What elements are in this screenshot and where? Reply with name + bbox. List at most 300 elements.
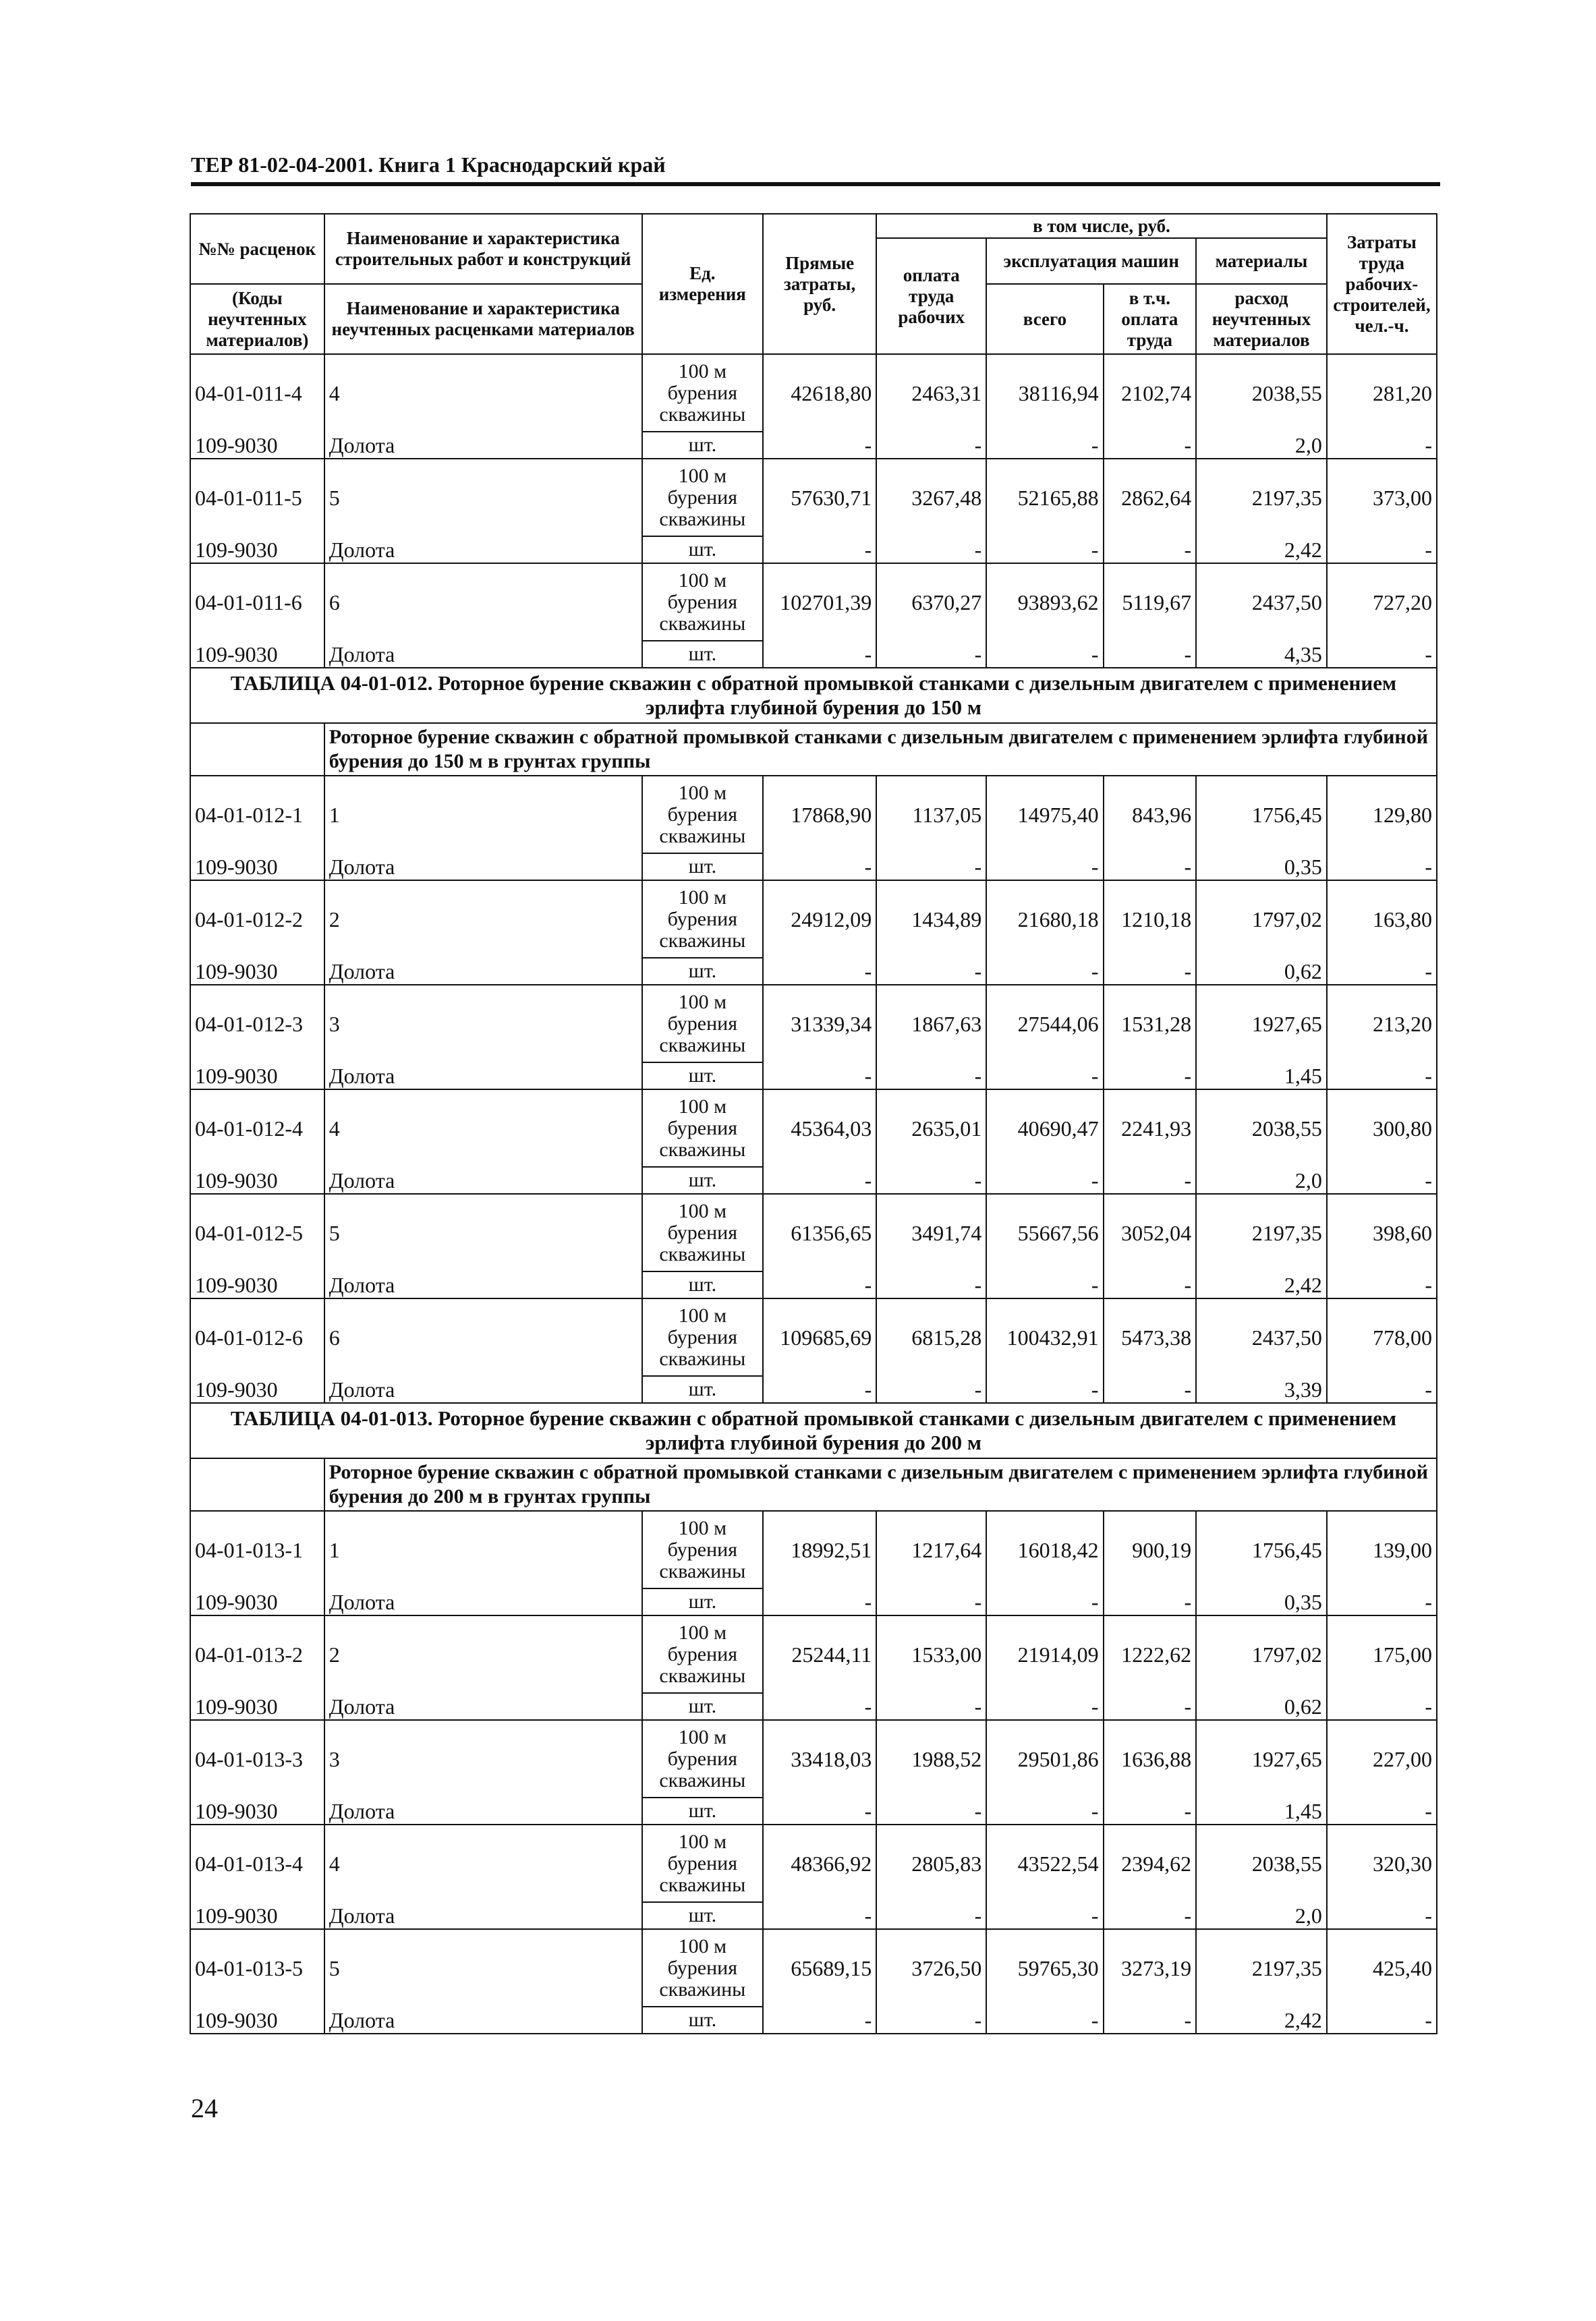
labor-pay-dash: - [876, 641, 986, 668]
material-row [190, 1376, 1437, 1403]
material-name: Долота [324, 432, 642, 459]
material-quantity: 2,42 [1196, 536, 1327, 563]
table-title-row [190, 668, 1437, 723]
labor-pay-dash: - [876, 432, 986, 459]
machines-total: 21914,09 [986, 1615, 1103, 1693]
machines-pay-dash: - [1104, 1062, 1197, 1089]
machines-total-dash: - [986, 641, 1103, 668]
direct-cost: 45364,03 [763, 1089, 876, 1167]
labor-pay: 1217,64 [876, 1511, 986, 1588]
material-row [190, 641, 1437, 668]
machines-total-dash: - [986, 958, 1103, 985]
rate-name: 6 [324, 1298, 642, 1376]
labor-pay: 2805,83 [876, 1825, 986, 1902]
rate-unit: 100 м бурения скважины [642, 880, 763, 958]
direct-dash: - [763, 432, 876, 459]
machines-total: 93893,62 [986, 563, 1103, 641]
material-unit: шт. [642, 1062, 763, 1089]
material-unit: шт. [642, 958, 763, 985]
table-title: ТАБЛИЦА 04-01-012. Роторное бурение скважин с обратной промывкой станками с дизельным двигателем с применением эрлифта глубиной бурения до 150 м [190, 668, 1437, 723]
rate-code: 04-01-012-3 [190, 985, 324, 1062]
direct-cost: 61356,65 [763, 1194, 876, 1271]
rate-unit: 100 м бурения скважины [642, 1298, 763, 1376]
machines-total: 29501,86 [986, 1720, 1103, 1798]
material-code: 109-9030 [190, 536, 324, 563]
material-quantity: 2,42 [1196, 1271, 1327, 1298]
subtitle-code-cell [190, 1458, 324, 1511]
rate-name: 1 [324, 1511, 642, 1588]
labor-cost-dash: - [1327, 1376, 1437, 1403]
direct-dash: - [763, 2007, 876, 2034]
material-code: 109-9030 [190, 1167, 324, 1194]
machines-pay: 2394,62 [1104, 1825, 1197, 1902]
machines-total-dash: - [986, 1693, 1103, 1720]
material-name: Долота [324, 1271, 642, 1298]
rate-row [190, 354, 1437, 432]
machines-total: 40690,47 [986, 1089, 1103, 1167]
direct-dash: - [763, 1902, 876, 1929]
machines-total-dash: - [986, 1376, 1103, 1403]
rate-unit: 100 м бурения скважины [642, 776, 763, 853]
table-subtitle-row [190, 1458, 1437, 1511]
direct-dash: - [763, 1062, 876, 1089]
labor-pay-dash: - [876, 2007, 986, 2034]
rate-row [190, 880, 1437, 958]
table-subtitle-row [190, 723, 1437, 776]
material-unit: шт. [642, 1798, 763, 1825]
materials-cost: 1756,45 [1196, 1511, 1327, 1588]
header-machines-pay: в т.ч. оплата труда [1104, 284, 1197, 354]
rate-name: 4 [324, 354, 642, 432]
machines-pay-dash: - [1104, 1798, 1197, 1825]
material-unit: шт. [642, 1167, 763, 1194]
rate-row [190, 1929, 1437, 2007]
rate-code: 04-01-013-4 [190, 1825, 324, 1902]
header-direct: Прямые затраты, руб. [763, 214, 876, 354]
rate-row [190, 1194, 1437, 1271]
rate-code: 04-01-011-4 [190, 354, 324, 432]
subtitle-code-cell [190, 723, 324, 776]
rate-row [190, 1720, 1437, 1798]
rates-table-body [190, 214, 1437, 2034]
labor-cost: 139,00 [1327, 1511, 1437, 1588]
machines-pay-dash: - [1104, 1376, 1197, 1403]
material-unit: шт. [642, 1376, 763, 1403]
labor-pay-dash: - [876, 1798, 986, 1825]
machines-total: 21680,18 [986, 880, 1103, 958]
rate-row [190, 776, 1437, 853]
material-code: 109-9030 [190, 1376, 324, 1403]
material-quantity: 2,0 [1196, 1167, 1327, 1194]
machines-pay-dash: - [1104, 536, 1197, 563]
labor-pay: 3267,48 [876, 459, 986, 536]
direct-cost: 48366,92 [763, 1825, 876, 1902]
machines-pay-dash: - [1104, 1588, 1197, 1615]
rate-unit: 100 м бурения скважины [642, 1615, 763, 1693]
materials-cost: 2038,55 [1196, 1089, 1327, 1167]
material-unit: шт. [642, 853, 763, 880]
machines-total: 43522,54 [986, 1825, 1103, 1902]
machines-pay: 5473,38 [1104, 1298, 1197, 1376]
material-row [190, 1902, 1437, 1929]
rate-name: 5 [324, 1194, 642, 1271]
material-code: 109-9030 [190, 1693, 324, 1720]
direct-cost: 17868,90 [763, 776, 876, 853]
rate-unit: 100 м бурения скважины [642, 985, 763, 1062]
rate-name: 3 [324, 1720, 642, 1798]
labor-pay: 1533,00 [876, 1615, 986, 1693]
material-code: 109-9030 [190, 2007, 324, 2034]
page-number: 24 [191, 2093, 218, 2123]
labor-pay: 1988,52 [876, 1720, 986, 1798]
rate-unit: 100 м бурения скважины [642, 1089, 763, 1167]
machines-total-dash: - [986, 1902, 1103, 1929]
rate-code: 04-01-012-2 [190, 880, 324, 958]
labor-pay: 3726,50 [876, 1929, 986, 2007]
direct-dash: - [763, 1798, 876, 1825]
machines-total: 100432,91 [986, 1298, 1103, 1376]
labor-cost-dash: - [1327, 1588, 1437, 1615]
rate-row [190, 459, 1437, 536]
machines-pay: 2862,64 [1104, 459, 1197, 536]
rate-code: 04-01-013-5 [190, 1929, 324, 2007]
material-row [190, 1271, 1437, 1298]
rate-code: 04-01-013-3 [190, 1720, 324, 1798]
labor-cost-dash: - [1327, 2007, 1437, 2034]
material-row [190, 1693, 1437, 1720]
machines-total-dash: - [986, 1271, 1103, 1298]
material-code: 109-9030 [190, 1588, 324, 1615]
material-quantity: 0,35 [1196, 853, 1327, 880]
machines-pay-dash: - [1104, 958, 1197, 985]
labor-pay-dash: - [876, 853, 986, 880]
rates-table-wrap [190, 213, 1437, 2034]
machines-total: 59765,30 [986, 1929, 1103, 2007]
direct-dash: - [763, 1376, 876, 1403]
direct-cost: 25244,11 [763, 1615, 876, 1693]
labor-cost: 281,20 [1327, 354, 1437, 432]
machines-total-dash: - [986, 1167, 1103, 1194]
header-row-1 [190, 214, 1437, 238]
rate-name: 3 [324, 985, 642, 1062]
labor-pay: 6815,28 [876, 1298, 986, 1376]
materials-cost: 1927,65 [1196, 1720, 1327, 1798]
machines-total-dash: - [986, 1588, 1103, 1615]
labor-pay: 1137,05 [876, 776, 986, 853]
rate-row [190, 1615, 1437, 1693]
material-row [190, 853, 1437, 880]
machines-pay: 1531,28 [1104, 985, 1197, 1062]
material-quantity: 2,42 [1196, 2007, 1327, 2034]
page-header: ТЕР 81-02-04-2001. Книга 1 Краснодарский край [191, 152, 666, 177]
machines-pay-dash: - [1104, 641, 1197, 668]
rate-code: 04-01-012-4 [190, 1089, 324, 1167]
header-materials: материалы [1196, 238, 1327, 284]
labor-pay-dash: - [876, 536, 986, 563]
material-quantity: 2,0 [1196, 1902, 1327, 1929]
machines-pay: 3273,19 [1104, 1929, 1197, 2007]
labor-pay-dash: - [876, 1376, 986, 1403]
header-rule [191, 182, 1440, 186]
direct-cost: 109685,69 [763, 1298, 876, 1376]
material-name: Долота [324, 641, 642, 668]
material-row [190, 432, 1437, 459]
labor-pay: 1434,89 [876, 880, 986, 958]
table-title-row [190, 1403, 1437, 1458]
material-unit: шт. [642, 641, 763, 668]
rate-code: 04-01-011-5 [190, 459, 324, 536]
labor-pay: 1867,63 [876, 985, 986, 1062]
machines-total: 27544,06 [986, 985, 1103, 1062]
material-quantity: 2,0 [1196, 432, 1327, 459]
machines-total: 55667,56 [986, 1194, 1103, 1271]
rate-name: 6 [324, 563, 642, 641]
direct-dash: - [763, 853, 876, 880]
rate-code: 04-01-012-6 [190, 1298, 324, 1376]
materials-cost: 1797,02 [1196, 1615, 1327, 1693]
header-machines-total: всего [986, 284, 1103, 354]
rate-row [190, 1511, 1437, 1588]
material-code: 109-9030 [190, 1798, 324, 1825]
rates-table [190, 213, 1437, 2034]
machines-pay: 2102,74 [1104, 354, 1197, 432]
materials-cost: 1927,65 [1196, 985, 1327, 1062]
material-name: Долота [324, 1062, 642, 1089]
material-unit: шт. [642, 1902, 763, 1929]
direct-dash: - [763, 1588, 876, 1615]
rate-code: 04-01-012-5 [190, 1194, 324, 1271]
direct-dash: - [763, 641, 876, 668]
rate-unit: 100 м бурения скважины [642, 1194, 763, 1271]
machines-pay-dash: - [1104, 1271, 1197, 1298]
rate-unit: 100 м бурения скважины [642, 1720, 763, 1798]
header-name-top: Наименование и характеристика строительных работ и конструкций [324, 214, 642, 284]
material-unit: шт. [642, 2007, 763, 2034]
material-unit: шт. [642, 1271, 763, 1298]
rate-unit: 100 м бурения скважины [642, 354, 763, 432]
labor-cost-dash: - [1327, 1902, 1437, 1929]
machines-pay-dash: - [1104, 1167, 1197, 1194]
material-code: 109-9030 [190, 853, 324, 880]
rate-name: 4 [324, 1825, 642, 1902]
rate-unit: 100 м бурения скважины [642, 459, 763, 536]
header-labor-pay: оплата труда рабочих [876, 238, 986, 354]
header-including: в том числе, руб. [876, 214, 1327, 238]
table-subtitle: Роторное бурение скважин с обратной промывкой станками с дизельным двигателем с применением эрлифта глубиной бурения до 200 м в грунтах группы [324, 1458, 1437, 1511]
labor-pay-dash: - [876, 1588, 986, 1615]
header-materials-unaccounted: расход неучтенных материалов [1196, 284, 1327, 354]
rate-code: 04-01-011-6 [190, 563, 324, 641]
machines-pay-dash: - [1104, 1693, 1197, 1720]
material-row [190, 536, 1437, 563]
machines-pay: 1222,62 [1104, 1615, 1197, 1693]
direct-dash: - [763, 536, 876, 563]
machines-total-dash: - [986, 1062, 1103, 1089]
rate-row [190, 985, 1437, 1062]
rate-row [190, 1089, 1437, 1167]
labor-cost-dash: - [1327, 432, 1437, 459]
materials-cost: 2038,55 [1196, 1825, 1327, 1902]
labor-pay-dash: - [876, 1902, 986, 1929]
machines-total: 16018,42 [986, 1511, 1103, 1588]
material-code: 109-9030 [190, 432, 324, 459]
material-name: Долота [324, 536, 642, 563]
rate-name: 4 [324, 1089, 642, 1167]
machines-total-dash: - [986, 853, 1103, 880]
material-quantity: 0,62 [1196, 958, 1327, 985]
labor-pay: 6370,27 [876, 563, 986, 641]
labor-cost-dash: - [1327, 536, 1437, 563]
rate-name: 1 [324, 776, 642, 853]
materials-cost: 2197,35 [1196, 1929, 1327, 2007]
labor-cost: 425,40 [1327, 1929, 1437, 2007]
material-code: 109-9030 [190, 958, 324, 985]
material-code: 109-9030 [190, 641, 324, 668]
direct-dash: - [763, 1693, 876, 1720]
material-name: Долота [324, 1798, 642, 1825]
material-name: Долота [324, 1902, 642, 1929]
rate-unit: 100 м бурения скважины [642, 1825, 763, 1902]
direct-cost: 31339,34 [763, 985, 876, 1062]
machines-pay: 1210,18 [1104, 880, 1197, 958]
direct-dash: - [763, 1167, 876, 1194]
machines-pay-dash: - [1104, 432, 1197, 459]
labor-cost: 163,80 [1327, 880, 1437, 958]
labor-cost-dash: - [1327, 1271, 1437, 1298]
labor-pay-dash: - [876, 1062, 986, 1089]
material-unit: шт. [642, 1693, 763, 1720]
header-code-top: №№ расценок [190, 214, 324, 284]
machines-pay: 5119,67 [1104, 563, 1197, 641]
materials-cost: 1756,45 [1196, 776, 1327, 853]
material-quantity: 0,35 [1196, 1588, 1327, 1615]
material-name: Долота [324, 958, 642, 985]
direct-cost: 102701,39 [763, 563, 876, 641]
labor-cost: 727,20 [1327, 563, 1437, 641]
table-title: ТАБЛИЦА 04-01-013. Роторное бурение скважин с обратной промывкой станками с дизельным двигателем с применением эрлифта глубиной бурения до 200 м [190, 1403, 1437, 1458]
direct-cost: 65689,15 [763, 1929, 876, 2007]
rate-name: 5 [324, 459, 642, 536]
labor-pay-dash: - [876, 1167, 986, 1194]
labor-pay: 3491,74 [876, 1194, 986, 1271]
direct-dash: - [763, 1271, 876, 1298]
labor-pay: 2463,31 [876, 354, 986, 432]
rate-name: 2 [324, 1615, 642, 1693]
material-row [190, 2007, 1437, 2034]
material-code: 109-9030 [190, 1062, 324, 1089]
rate-name: 2 [324, 880, 642, 958]
material-quantity: 1,45 [1196, 1062, 1327, 1089]
labor-pay-dash: - [876, 1271, 986, 1298]
machines-total-dash: - [986, 536, 1103, 563]
machines-total: 38116,94 [986, 354, 1103, 432]
labor-cost: 320,30 [1327, 1825, 1437, 1902]
labor-cost: 175,00 [1327, 1615, 1437, 1693]
header-unit: Ед. измерения [642, 214, 763, 354]
direct-dash: - [763, 958, 876, 985]
machines-pay-dash: - [1104, 2007, 1197, 2034]
material-name: Долота [324, 2007, 642, 2034]
direct-cost: 33418,03 [763, 1720, 876, 1798]
labor-cost: 213,20 [1327, 985, 1437, 1062]
labor-cost-dash: - [1327, 958, 1437, 985]
machines-pay-dash: - [1104, 1902, 1197, 1929]
material-row [190, 1798, 1437, 1825]
rate-unit: 100 м бурения скважины [642, 1929, 763, 2007]
labor-cost-dash: - [1327, 1693, 1437, 1720]
direct-cost: 24912,09 [763, 880, 876, 958]
material-row [190, 1167, 1437, 1194]
materials-cost: 2038,55 [1196, 354, 1327, 432]
labor-cost: 227,00 [1327, 1720, 1437, 1798]
materials-cost: 2437,50 [1196, 563, 1327, 641]
direct-cost: 57630,71 [763, 459, 876, 536]
header-labor-cost: Затраты труда рабочих-строителей, чел.-ч. [1327, 214, 1437, 354]
rate-unit: 100 м бурения скважины [642, 1511, 763, 1588]
labor-cost: 373,00 [1327, 459, 1437, 536]
machines-total-dash: - [986, 2007, 1103, 2034]
labor-cost-dash: - [1327, 1062, 1437, 1089]
material-row [190, 1588, 1437, 1615]
labor-cost: 398,60 [1327, 1194, 1437, 1271]
machines-pay: 2241,93 [1104, 1089, 1197, 1167]
material-name: Долота [324, 853, 642, 880]
machines-total-dash: - [986, 432, 1103, 459]
material-name: Долота [324, 1588, 642, 1615]
material-quantity: 1,45 [1196, 1798, 1327, 1825]
labor-pay: 2635,01 [876, 1089, 986, 1167]
direct-cost: 42618,80 [763, 354, 876, 432]
rate-code: 04-01-013-2 [190, 1615, 324, 1693]
machines-pay: 3052,04 [1104, 1194, 1197, 1271]
labor-cost-dash: - [1327, 1798, 1437, 1825]
table-subtitle: Роторное бурение скважин с обратной промывкой станками с дизельным двигателем с применением эрлифта глубиной бурения до 150 м в грунтах группы [324, 723, 1437, 776]
rate-code: 04-01-013-1 [190, 1511, 324, 1588]
machines-total-dash: - [986, 1798, 1103, 1825]
material-name: Долота [324, 1167, 642, 1194]
machines-pay: 900,19 [1104, 1511, 1197, 1588]
materials-cost: 2197,35 [1196, 459, 1327, 536]
machines-pay-dash: - [1104, 853, 1197, 880]
material-row [190, 958, 1437, 985]
direct-cost: 18992,51 [763, 1511, 876, 1588]
rate-name: 5 [324, 1929, 642, 2007]
material-quantity: 0,62 [1196, 1693, 1327, 1720]
material-quantity: 3,39 [1196, 1376, 1327, 1403]
labor-cost-dash: - [1327, 853, 1437, 880]
rate-row [190, 1298, 1437, 1376]
machines-pay: 843,96 [1104, 776, 1197, 853]
labor-pay-dash: - [876, 1693, 986, 1720]
labor-pay-dash: - [876, 958, 986, 985]
material-unit: шт. [642, 536, 763, 563]
rate-unit: 100 м бурения скважины [642, 563, 763, 641]
materials-cost: 1797,02 [1196, 880, 1327, 958]
material-name: Долота [324, 1376, 642, 1403]
material-unit: шт. [642, 432, 763, 459]
material-row [190, 1062, 1437, 1089]
machines-total: 52165,88 [986, 459, 1103, 536]
rate-code: 04-01-012-1 [190, 776, 324, 853]
rate-row [190, 563, 1437, 641]
header-machines: эксплуатация машин [986, 238, 1196, 284]
header-code-bottom: (Коды неучтенных материалов) [190, 284, 324, 354]
labor-cost: 300,80 [1327, 1089, 1437, 1167]
labor-cost-dash: - [1327, 641, 1437, 668]
material-code: 109-9030 [190, 1271, 324, 1298]
material-name: Долота [324, 1693, 642, 1720]
labor-cost: 129,80 [1327, 776, 1437, 853]
